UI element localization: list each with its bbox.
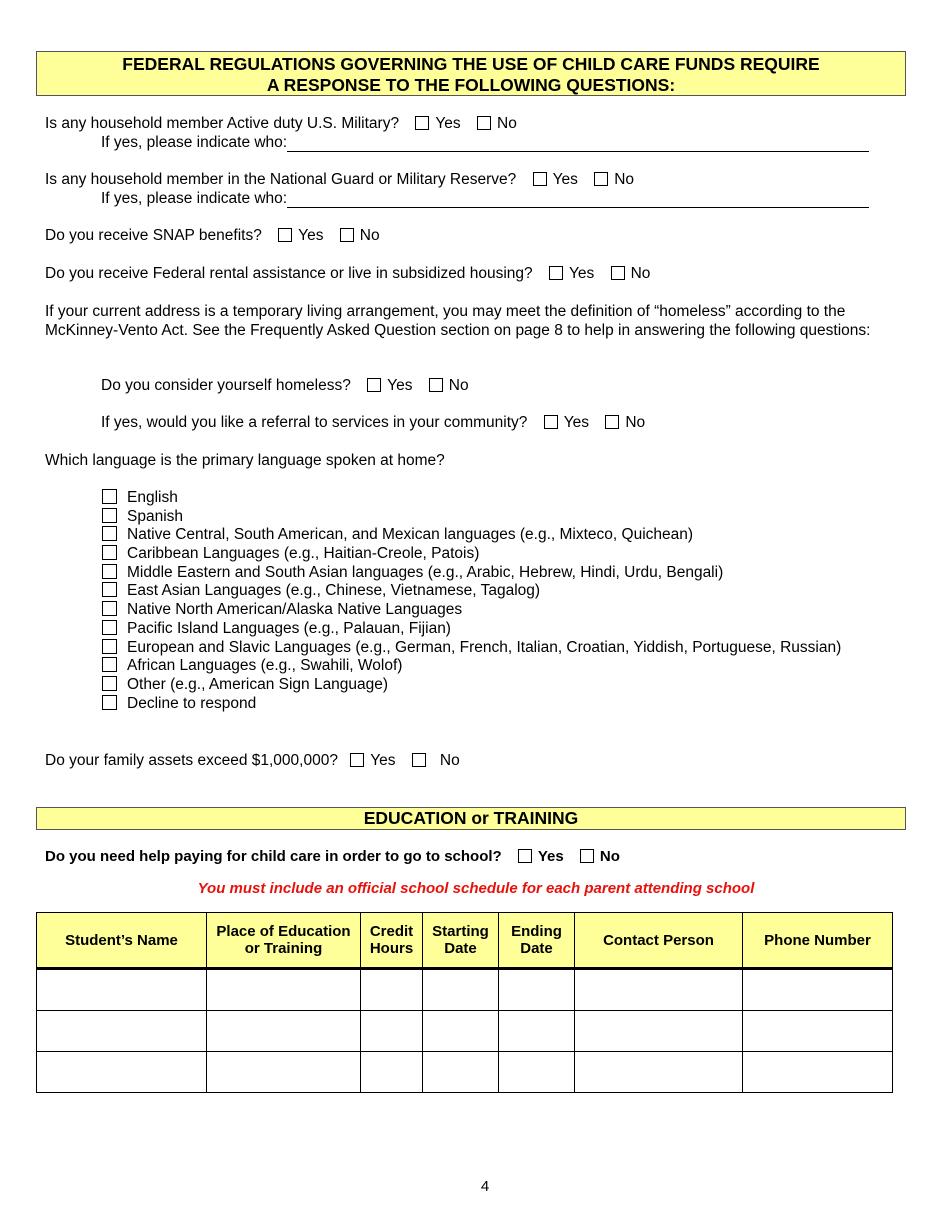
school-help-no-checkbox[interactable] [580, 849, 594, 863]
language-label: European and Slavic Languages (e.g., German, French, Italian, Croatian, Yiddish, Portuguese, Russian) [127, 638, 842, 656]
school-help-question [45, 848, 620, 865]
language-option[interactable] [102, 489, 841, 508]
military-question-text: Is any household member Active duty U.S. Military? [45, 115, 400, 132]
language-option[interactable] [102, 582, 841, 601]
table-cell[interactable] [575, 1052, 743, 1093]
school-help-yes-label: Yes [537, 848, 564, 865]
referral-question [101, 414, 645, 432]
assets-yes-checkbox[interactable] [350, 753, 364, 767]
language-label: African Languages (e.g., Swahili, Wolof) [127, 657, 403, 675]
language-option[interactable] [102, 657, 841, 676]
military-who-field[interactable] [287, 135, 869, 152]
education-table-header [37, 913, 893, 969]
assets-question-text: Do your family assets exceed $1,000,000? [45, 752, 338, 769]
language-checkbox[interactable] [102, 620, 117, 635]
guard-followup [101, 190, 869, 208]
military-no-checkbox[interactable] [477, 116, 491, 130]
table-cell[interactable] [361, 1052, 423, 1093]
language-option[interactable] [102, 545, 841, 564]
table-cell[interactable] [575, 1011, 743, 1052]
language-label: Other (e.g., American Sign Language) [127, 675, 389, 693]
education-banner [36, 807, 906, 830]
military-yes-checkbox[interactable] [415, 116, 429, 130]
col-credit-hours: Credit Hours [361, 913, 423, 969]
homeless-yes-checkbox[interactable] [367, 378, 381, 392]
assets-no-checkbox[interactable] [412, 753, 426, 767]
referral-yes-label: Yes [563, 414, 590, 431]
referral-no-checkbox[interactable] [605, 415, 619, 429]
military-followup [101, 134, 869, 152]
guard-no-checkbox[interactable] [594, 172, 608, 186]
language-label: Caribbean Languages (e.g., Haitian-Creole, Patois) [127, 545, 480, 563]
language-option[interactable] [102, 676, 841, 695]
table-cell[interactable] [743, 1011, 893, 1052]
homeless-no-checkbox[interactable] [429, 378, 443, 392]
table-cell[interactable] [207, 1052, 361, 1093]
language-checkbox[interactable] [102, 676, 117, 691]
school-help-yes-checkbox[interactable] [518, 849, 532, 863]
table-cell[interactable] [361, 1011, 423, 1052]
guard-question [45, 171, 634, 189]
language-checkbox[interactable] [102, 526, 117, 541]
language-checkbox[interactable] [102, 508, 117, 523]
language-option[interactable] [102, 564, 841, 583]
language-checkbox[interactable] [102, 582, 117, 597]
homeless-yes-label: Yes [387, 377, 413, 394]
homeless-intro-paragraph: If your current address is a temporary living arrangement, you may meet the definition of “homeless” according to the McKinney-Vento Act. See the Frequently Asked Question section on page 8 to help in answering the following questions: [45, 303, 871, 339]
federal-regulations-banner [36, 51, 906, 96]
language-label: Pacific Island Languages (e.g., Palauan, Fijian) [127, 619, 451, 637]
language-label: Native Central, South American, and Mexican languages (e.g., Mixteco, Quichean) [127, 526, 694, 544]
homeless-no-label: No [448, 377, 469, 394]
banner-line-1: FEDERAL REGULATIONS GOVERNING THE USE OF CHILD CARE FUNDS REQUIRE [122, 54, 820, 74]
col-ending-date: Ending Date [499, 913, 575, 969]
table-cell[interactable] [423, 1052, 499, 1093]
guard-question-text: Is any household member in the National Guard or Military Reserve? [45, 171, 517, 188]
col-students-name: Student’s Name [37, 913, 207, 969]
table-cell[interactable] [361, 969, 423, 1011]
referral-yes-checkbox[interactable] [544, 415, 558, 429]
rental-question [45, 265, 650, 283]
banner-line-2: A RESPONSE TO THE FOLLOWING QUESTIONS: [266, 75, 676, 95]
table-row [37, 969, 893, 1011]
table-cell[interactable] [743, 1052, 893, 1093]
language-option[interactable] [102, 526, 841, 545]
language-options-list [102, 489, 841, 713]
referral-no-label: No [625, 414, 646, 431]
rental-yes-label: Yes [568, 265, 595, 282]
language-question: Which language is the primary language spoken at home? [45, 452, 445, 469]
snap-question [45, 227, 380, 245]
table-row [37, 1011, 893, 1052]
language-option[interactable] [102, 601, 841, 620]
snap-question-text: Do you receive SNAP benefits? [45, 227, 262, 244]
table-cell[interactable] [207, 1011, 361, 1052]
guard-no-label: No [614, 171, 635, 188]
rental-no-checkbox[interactable] [611, 266, 625, 280]
language-label: East Asian Languages (e.g., Chinese, Vietnamese, Tagalog) [127, 582, 541, 600]
page-number: 4 [480, 1178, 490, 1195]
homeless-question-text: Do you consider yourself homeless? [101, 377, 351, 394]
military-question [45, 115, 517, 133]
table-cell[interactable] [743, 969, 893, 1011]
table-cell[interactable] [499, 969, 575, 1011]
guard-followup-label: If yes, please indicate who: [101, 190, 288, 207]
education-table [36, 912, 893, 1093]
table-cell[interactable] [575, 969, 743, 1011]
military-no-label: No [497, 115, 517, 132]
language-option[interactable] [102, 695, 841, 714]
rental-question-text: Do you receive Federal rental assistance or live in subsidized housing? [45, 265, 533, 282]
snap-yes-checkbox[interactable] [278, 228, 292, 242]
rental-no-label: No [630, 265, 651, 282]
language-checkbox[interactable] [102, 601, 117, 616]
military-followup-label: If yes, please indicate who: [101, 134, 288, 151]
table-cell[interactable] [207, 969, 361, 1011]
language-option[interactable] [102, 508, 841, 527]
snap-no-checkbox[interactable] [340, 228, 354, 242]
assets-no-label: No [439, 752, 460, 769]
table-row [37, 1052, 893, 1093]
school-help-question-text: Do you need help paying for child care in order to go to school? [45, 848, 502, 865]
language-label: Decline to respond [127, 694, 257, 712]
guard-yes-label: Yes [552, 171, 578, 188]
homeless-question [101, 377, 469, 395]
rental-yes-checkbox[interactable] [549, 266, 563, 280]
col-contact-person: Contact Person [575, 913, 743, 969]
language-option[interactable] [102, 620, 841, 639]
language-label: Spanish [127, 507, 184, 525]
snap-no-label: No [359, 227, 380, 244]
table-cell[interactable] [499, 1011, 575, 1052]
col-phone-number: Phone Number [743, 913, 893, 969]
referral-question-text: If yes, would you like a referral to services in your community? [101, 414, 528, 431]
school-schedule-notice: You must include an official school schedule for each parent attending school [197, 880, 755, 897]
military-yes-label: Yes [435, 115, 461, 132]
table-cell[interactable] [423, 969, 499, 1011]
guard-yes-checkbox[interactable] [533, 172, 547, 186]
table-cell[interactable] [37, 1052, 207, 1093]
table-cell[interactable] [37, 1011, 207, 1052]
table-cell[interactable] [37, 969, 207, 1011]
col-starting-date: Starting Date [423, 913, 499, 969]
language-checkbox[interactable] [102, 695, 117, 710]
education-banner-title: EDUCATION or TRAINING [363, 808, 579, 828]
language-checkbox[interactable] [102, 489, 117, 504]
language-checkbox[interactable] [102, 639, 117, 654]
language-checkbox[interactable] [102, 545, 117, 560]
language-label: English [127, 489, 178, 506]
language-checkbox[interactable] [102, 657, 117, 672]
school-help-no-label: No [599, 848, 620, 865]
snap-yes-label: Yes [298, 227, 324, 244]
table-cell[interactable] [423, 1011, 499, 1052]
language-option[interactable] [102, 639, 841, 658]
language-checkbox[interactable] [102, 564, 117, 579]
language-label: Middle Eastern and South Asian languages (e.g., Arabic, Hebrew, Hindi, Urdu, Bengali) [127, 563, 724, 581]
guard-who-field[interactable] [287, 191, 869, 208]
col-place-of-education: Place of Education or Training [207, 913, 361, 969]
language-label: Native North American/Alaska Native Languages [127, 601, 463, 619]
assets-yes-label: Yes [370, 752, 396, 769]
table-cell[interactable] [499, 1052, 575, 1093]
assets-question [45, 752, 460, 770]
